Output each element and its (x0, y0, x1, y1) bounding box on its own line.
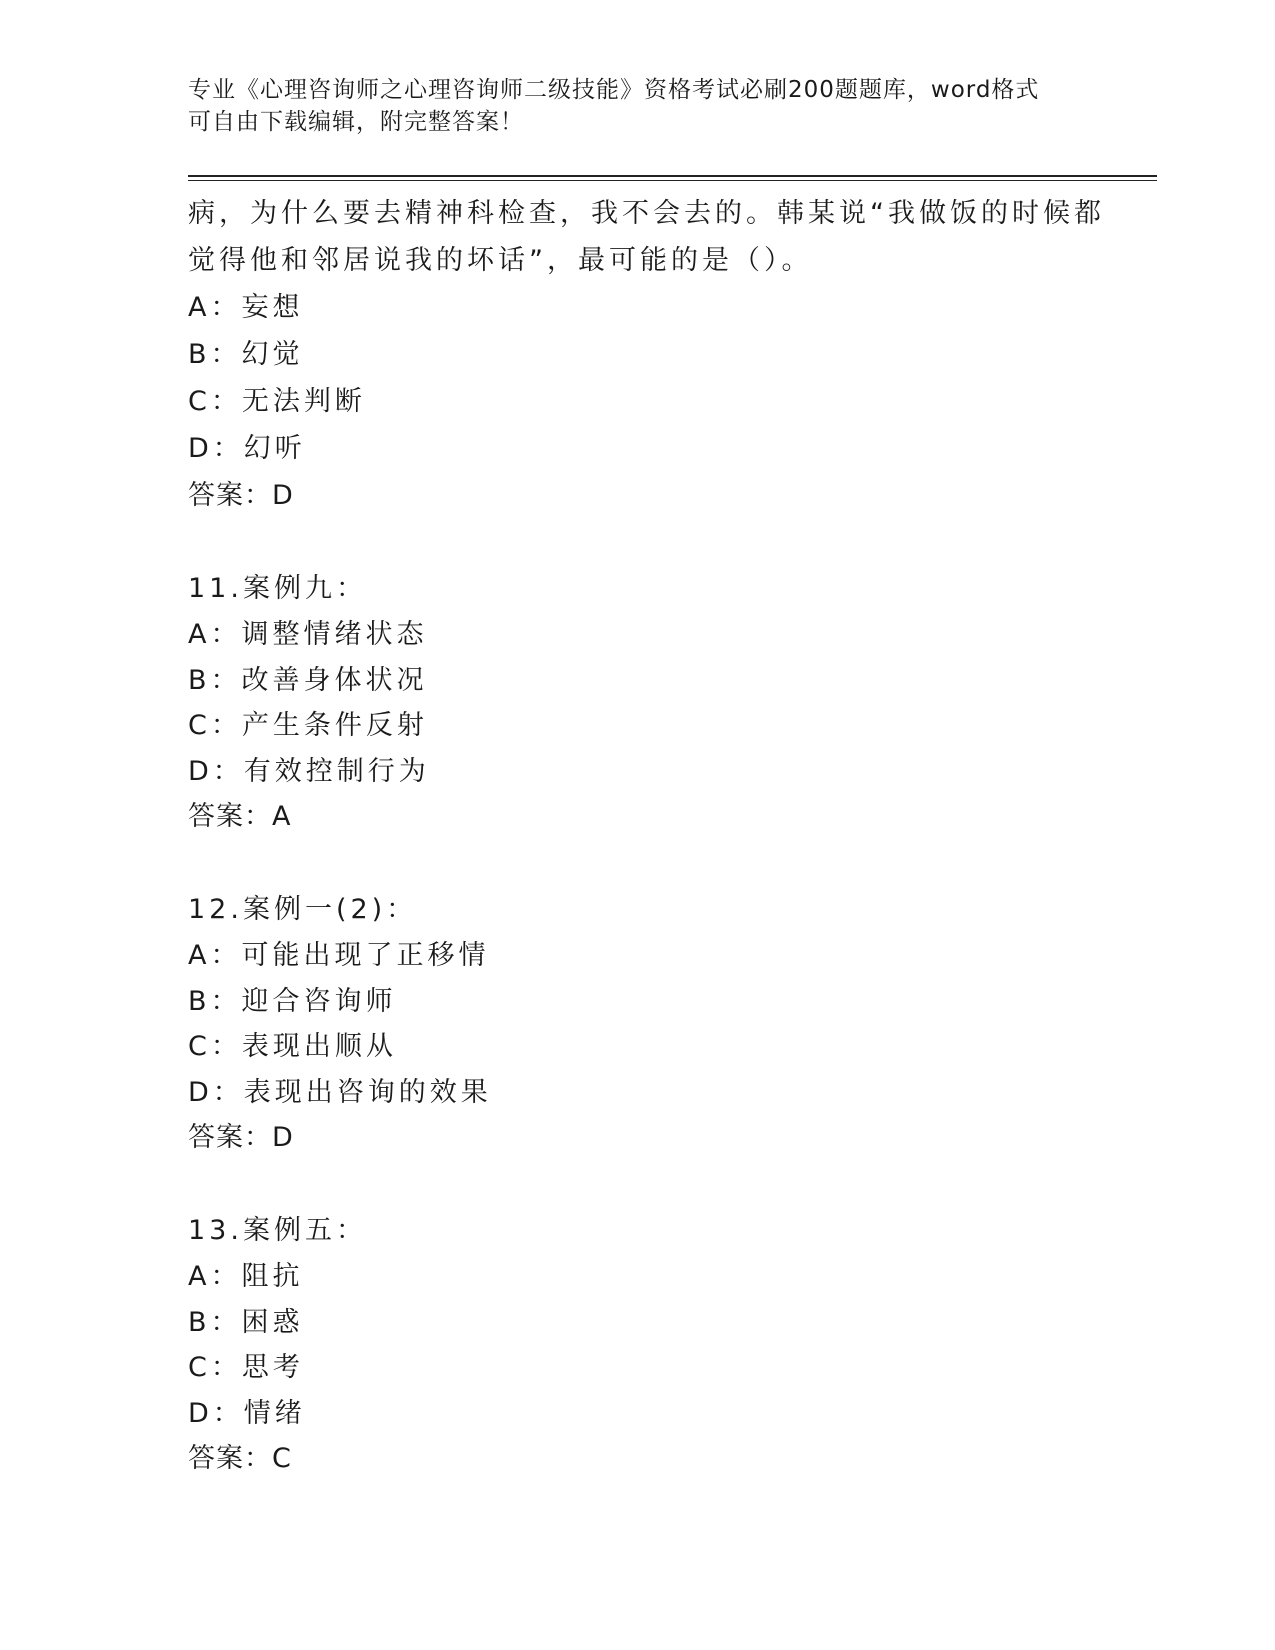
question-12 (188, 887, 1148, 1161)
option-b: B：困惑 (188, 1306, 304, 1338)
header-divider-top (188, 175, 1157, 177)
option-a: A：可能出现了正移情 (188, 940, 490, 971)
question-title: 12.案例一(2)： (188, 894, 418, 925)
option-c: C：产生条件反射 (188, 710, 428, 741)
question-11 (188, 566, 1148, 840)
header-line-2: 可自由下载编辑，附完整答案！ (188, 109, 524, 135)
option-c: C：无法判断 (188, 386, 366, 417)
answer-line: 答案：D (188, 1122, 294, 1153)
document-header (188, 74, 1088, 138)
option-d: D：幻听 (188, 433, 306, 464)
option-d: D：有效控制行为 (188, 755, 430, 787)
option-c: C：表现出顺从 (188, 1031, 397, 1062)
option-a: A：妄想 (188, 292, 304, 323)
header-divider-bottom (188, 180, 1157, 181)
header-line-1: 专业《心理咨询师之心理咨询师二级技能》资格考试必刷200题题库，word格式 (188, 77, 1040, 103)
option-c: C：思考 (188, 1352, 304, 1383)
option-d: D：表现出咨询的效果 (188, 1076, 492, 1108)
option-a: A：调整情绪状态 (188, 619, 428, 650)
answer-line: 答案：A (188, 801, 292, 832)
question-content (188, 190, 1148, 1482)
question-text-line: 觉得他和邻居说我的坏话”，最可能的是（）。 (188, 245, 813, 276)
question-title: 13.案例五： (188, 1215, 367, 1246)
answer-line: 答案：C (188, 1443, 292, 1474)
question-continued (188, 190, 1148, 519)
option-b: B：改善身体状况 (188, 664, 428, 696)
option-b: B：幻觉 (188, 339, 304, 370)
option-a: A：阻抗 (188, 1261, 304, 1292)
option-d: D：情绪 (188, 1397, 306, 1429)
question-13 (188, 1208, 1148, 1482)
question-title: 11.案例九： (188, 573, 367, 604)
option-b: B：迎合咨询师 (188, 985, 397, 1017)
question-text-line: 病，为什么要去精神科检查，我不会去的。韩某说“我做饭的时候都 (188, 198, 1105, 229)
answer-line: 答案：D (188, 480, 294, 511)
